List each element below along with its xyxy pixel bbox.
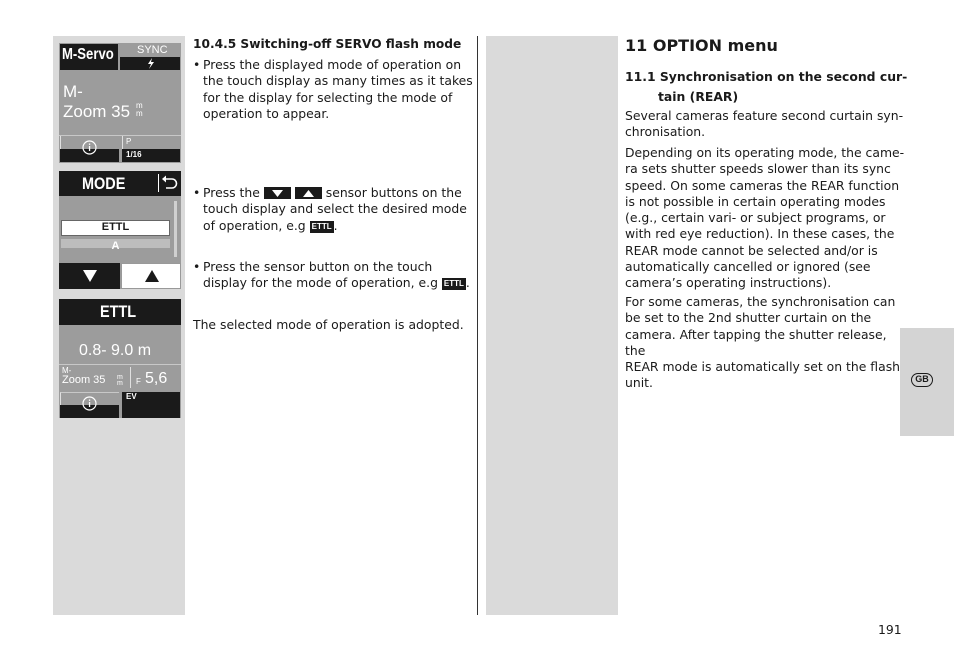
paragraph-3	[625, 294, 905, 392]
mode-adopted-text: The selected mode of operation is adopted.	[193, 317, 464, 332]
text-line: unit.	[625, 375, 653, 391]
text-line: is not possible in certain operating modes	[625, 193, 886, 209]
text-line: be set to the 2nd shutter curtain on the	[625, 310, 872, 326]
zoom-unit-bottom-small: m	[117, 380, 123, 387]
screen3-mid-line	[59, 364, 181, 365]
bullet1-line: the touch display as many times as it takes	[203, 73, 473, 89]
bullet2-part2: sensor buttons on the	[325, 185, 462, 200]
text-line: with red eye reduction). In these cases, the	[625, 226, 895, 242]
language-badge: GB	[911, 373, 933, 387]
bullet1-line: for the display for selecting the mode of	[203, 89, 453, 105]
subsection-11-1-line1: 11.1 Synchronisation on the second cur-	[625, 69, 908, 84]
zoom-unit-bottom: m	[136, 109, 143, 118]
zoom-prefix-small: M-	[62, 366, 72, 375]
text-line: Several cameras feature second curtain syn-	[625, 108, 904, 123]
page-number: 191	[878, 622, 902, 637]
zoom-value: Zoom 35	[63, 102, 131, 121]
subsection-11-1-line2: tain (REAR)	[658, 89, 739, 104]
ettl-badge-icon: ETTL	[311, 221, 332, 231]
triangle-up-icon	[145, 270, 159, 282]
text-line: camera. After tapping the shutter release, the	[625, 326, 887, 358]
zoom-prefix: M-	[63, 82, 83, 101]
bullet-dot: •	[193, 259, 201, 274]
bullet3-line1: Press the sensor button on the touch	[203, 259, 433, 274]
center-column-background	[486, 36, 618, 615]
column-divider	[477, 36, 478, 615]
text-line: REAR mode cannot be selected and/or is	[625, 242, 878, 258]
text-line: For some cameras, the synchronisation can	[625, 294, 896, 309]
section-heading-10-4-5: 10.4.5 Switching-off SERVO flash mode	[193, 37, 462, 51]
lightning-icon	[147, 58, 155, 69]
text-line: chronisation.	[625, 124, 706, 140]
display-screen-mservo	[59, 43, 181, 163]
bullet2-line3: of operation, e.g	[203, 217, 306, 233]
mode-header-title: MODE	[82, 174, 126, 193]
bullet-dot: •	[193, 57, 201, 72]
triangle-down-icon	[83, 270, 97, 282]
mode-title: M-Servo	[62, 46, 114, 63]
option-next-label: A	[111, 240, 120, 252]
range-value: 0.8- 9.0 m	[79, 342, 152, 359]
text-line: camera’s operating instructions).	[625, 275, 832, 291]
text-line: speed. On some cameras the REAR function	[625, 177, 900, 193]
ettl-header-title: ETTL	[100, 302, 137, 321]
zoom-value-small: Zoom 35	[62, 374, 106, 386]
display-screen-ettl	[59, 299, 181, 418]
zoom-unit-top: m	[136, 101, 143, 110]
ettl-badge-icon: ETTL	[443, 279, 464, 289]
paragraph-2	[625, 145, 905, 292]
aperture-label: F	[136, 377, 141, 386]
mode-header-separator	[158, 174, 159, 192]
bullet1-line: Press the displayed mode of operation on	[203, 57, 462, 72]
text-line: Depending on its operating mode, the came-	[625, 145, 905, 160]
aperture-value: 5,6	[145, 370, 168, 387]
ev-label: EV	[126, 392, 137, 401]
section-title-11: 11 OPTION menu	[625, 36, 778, 55]
info-icon-2	[82, 396, 97, 411]
bullet1-line: operation to appear.	[203, 105, 330, 121]
display-screen-mode	[59, 171, 181, 289]
paragraph-1	[625, 108, 905, 141]
triangle-down-icon	[264, 187, 291, 199]
power-value: 1/16	[126, 150, 142, 159]
scrollbar-track[interactable]	[174, 201, 177, 257]
text-line: automatically cancelled or ignored (see	[625, 259, 871, 275]
return-icon[interactable]	[161, 175, 178, 191]
bullet2-line2: touch display and select the desired mode	[203, 201, 467, 217]
bullet3-line2: display for the mode of operation, e.g	[203, 275, 438, 291]
triangle-up-icon	[295, 187, 322, 199]
zoom-unit-top-small: m	[117, 374, 123, 381]
option-selected-label: ETTL	[101, 221, 130, 233]
bullet-dot: •	[193, 185, 201, 200]
text-line: REAR mode is automatically set on the flash	[625, 359, 901, 375]
text-line: ra sets shutter speeds slower than its sync	[625, 161, 891, 177]
zoom-aperture-separator	[130, 367, 131, 388]
sync-label: SYNC	[137, 44, 168, 56]
bullet2-part1: Press the	[203, 185, 260, 200]
power-label: P	[126, 137, 132, 146]
info-icon	[82, 140, 97, 155]
text-line: (e.g., certain vari- or subject programs, or	[625, 210, 886, 226]
